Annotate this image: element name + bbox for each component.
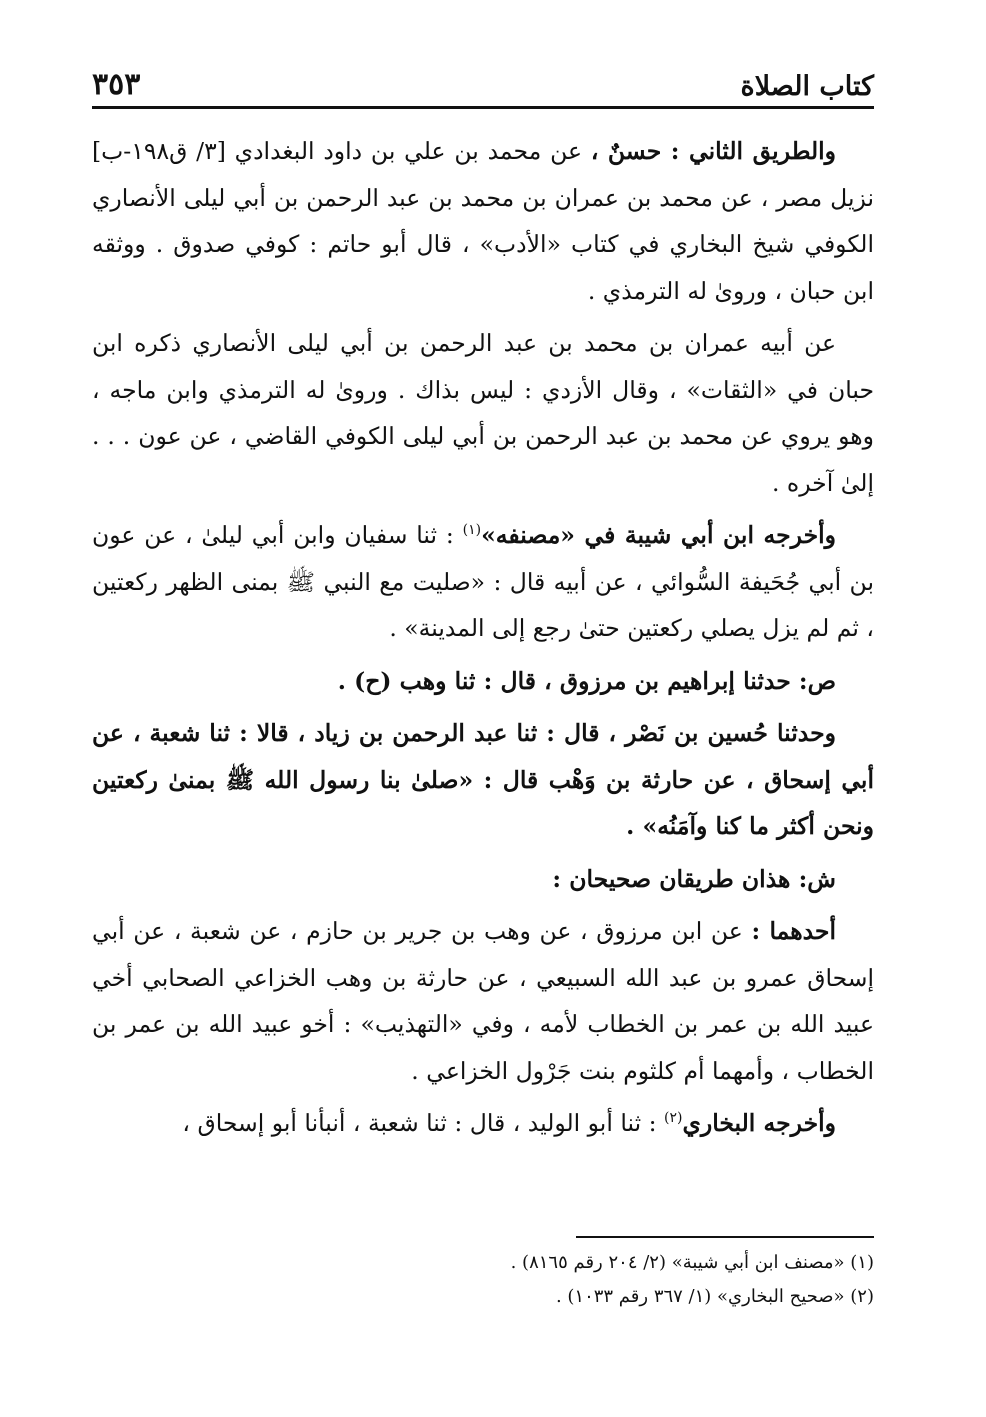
- paragraph-text: ش: هذان طريقان صحيحان :: [552, 864, 836, 893]
- paragraph-sharh-heading: [92, 856, 874, 903]
- footnote-ref-2[interactable]: (٢): [664, 1110, 683, 1127]
- paragraph-text: وحدثنا حُسين بن نَصْر ، قال : ثنا عبد الرحمن بن زياد ، قالا : ثنا شعبة ، عن أبي إسحاق ، عن حارثة بن وَهْب قال : «صلىٰ بنا رسول الله ﷺ بمنىٰ ركعتين ونحن أكثر ما كنا وآمَنُه» .: [92, 719, 874, 840]
- paragraph-text: عن محمد بن علي بن داود البغدادي [٣/ ق١٩٨-ب] نزيل مصر ، عن محمد بن عمران بن محمد بن عبد الرحمن بن أبي ليلى الأنصاري الكوفي شيخ البخاري في كتاب «الأدب» ، قال أبو حاتم : كوفي صدوق . ووثقه ابن حبان ، وروىٰ له الترمذي .: [92, 137, 874, 305]
- paragraph-his-father: [92, 320, 874, 506]
- footnote-2: (٢) «صحيح البخاري» (١/ ٣٦٧ رقم ١٠٣٣) .: [555, 1286, 874, 1307]
- paragraph-text: عن أبيه عمران بن محمد بن عبد الرحمن بن أبي ليلى الأنصاري ذكره ابن حبان في «الثقات» ، وقال الأزدي : ليس بذاك . وروىٰ له الترمذي وابن ماجه ، وهو يروي عن محمد بن عبد الرحمن بن أبي ليلى الكوفي القاضي ، عن عون . . . إلىٰ آخره .: [92, 329, 874, 497]
- book-title: كتاب الصلاة: [740, 71, 874, 102]
- paragraph-lead: أحدهما :: [751, 917, 836, 945]
- paragraph-first-route: [92, 908, 874, 1094]
- footnote-rule: [576, 1236, 874, 1238]
- paragraph-text: ص: حدثنا إبراهيم بن مرزوق ، قال : ثنا وهب (ح) .: [337, 666, 836, 695]
- header-rule: [92, 106, 874, 109]
- footnote-ref-1[interactable]: (١): [462, 522, 482, 539]
- main-text: [92, 128, 874, 1153]
- page-number: ٣٥٣: [92, 67, 141, 102]
- paragraph-second-route: [92, 128, 874, 314]
- running-header: [92, 58, 874, 102]
- paragraph-sad-hadith: [92, 658, 874, 705]
- paragraph-hadith-text: [92, 710, 874, 850]
- paragraph-lead: وأخرجه البخاري: [682, 1109, 836, 1137]
- paragraph-ibn-abi-shayba: [92, 512, 874, 652]
- paragraph-bukhari: [92, 1100, 874, 1147]
- paragraph-text: : ثنا سفيان وابن أبي ليلىٰ ، عن عون بن أبي جُحَيفة السُّوائي ، عن أبيه قال : «صليت مع النبي ﷺ بمنى الظهر ركعتين ، ثم لم يزل يصلي ركعتين حتىٰ رجع إلى المدينة» .: [92, 521, 874, 642]
- paragraph-lead: والطريق الثاني : حسنٌ ،: [590, 137, 837, 165]
- paragraph-text: عن ابن مرزوق ، عن وهب بن جرير بن حازم ، عن شعبة ، عن أبي إسحاق عمرو بن عبد الله السبيعي ، عن حارثة بن وهب الخزاعي الصحابي أخي عبيد الله بن عمر بن الخطاب لأمه ، وفي «التهذيب» : أخو عبيد الله بن عمر بن الخطاب ، وأمهما أم كلثوم بنت جَرْول الخزاعي .: [92, 917, 874, 1085]
- footnotes: [92, 1246, 874, 1314]
- paragraph-lead: وأخرجه ابن أبي شيبة في «مصنفه»: [481, 521, 836, 549]
- footnote-1: (١) «مصنف ابن أبي شيبة» (٢/ ٢٠٤ رقم ٨١٦٥) .: [510, 1252, 874, 1273]
- paragraph-text: : ثنا أبو الوليد ، قال : ثنا شعبة ، أنبأنا أبو إسحاق ،: [182, 1109, 664, 1137]
